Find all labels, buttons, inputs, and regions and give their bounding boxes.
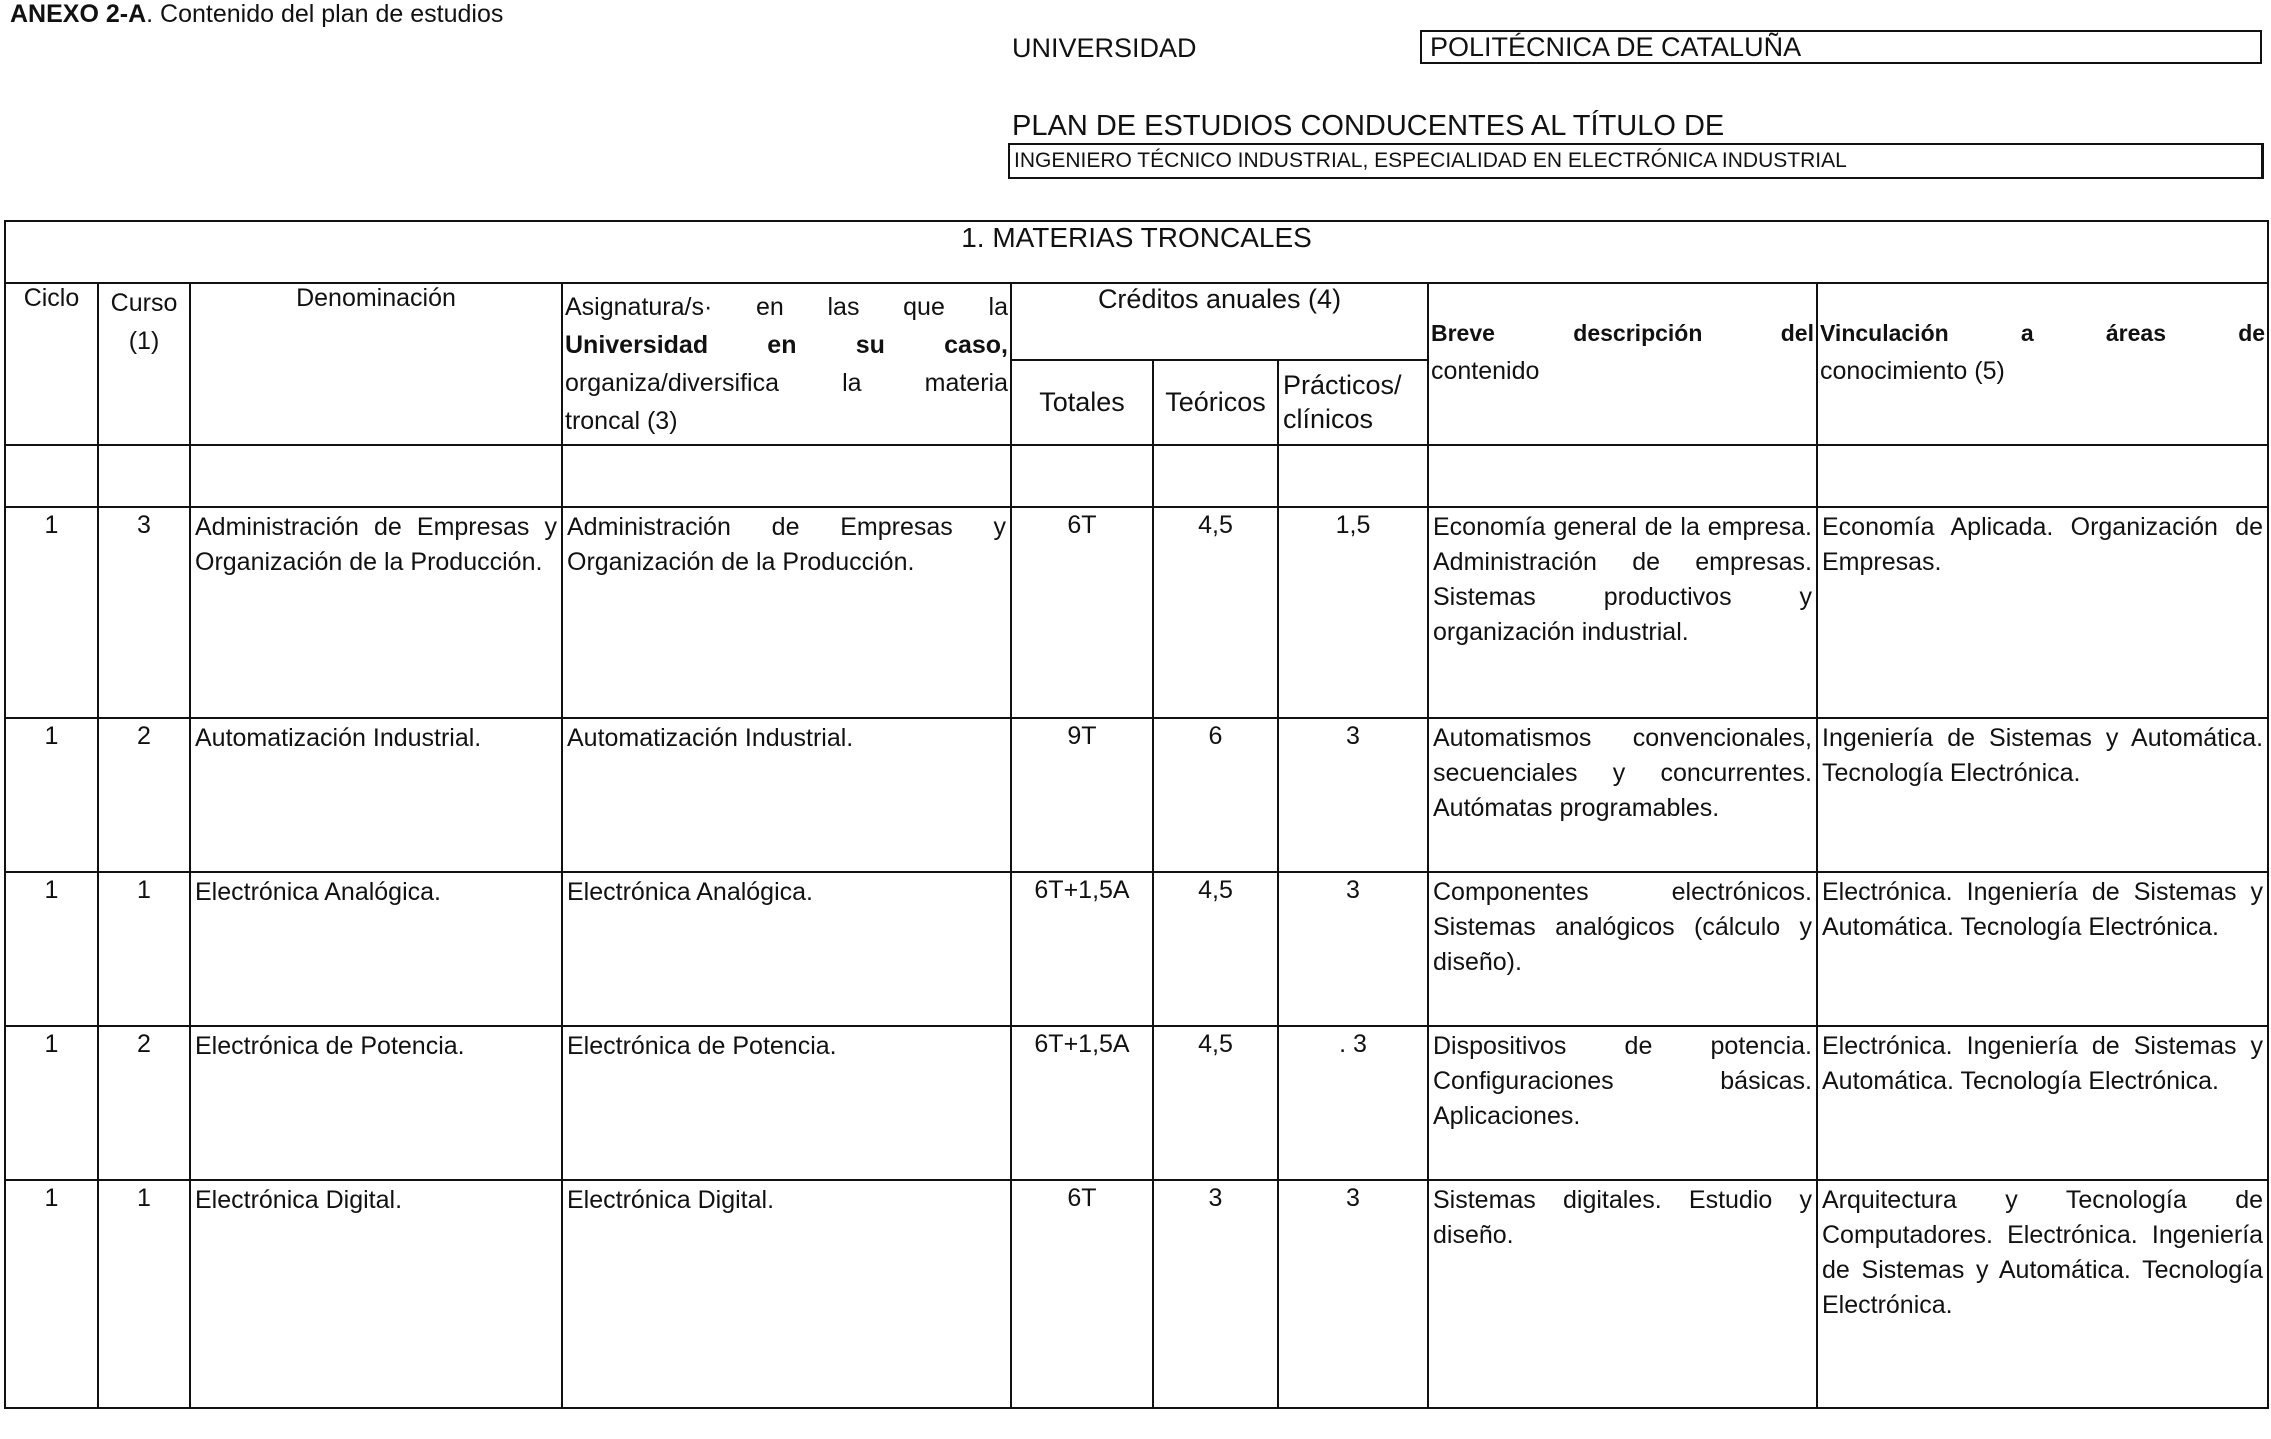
col-denominacion: Denominación bbox=[190, 283, 562, 445]
cell-ciclo: 1 bbox=[5, 507, 98, 718]
annex-subtitle: . Contenido del plan de estudios bbox=[146, 0, 504, 28]
cell-practicos: 1,5 bbox=[1278, 507, 1428, 718]
col-teoricos: Teóricos bbox=[1153, 360, 1278, 445]
cell-practicos: . 3 bbox=[1278, 1026, 1428, 1180]
col-creditos: Créditos anuales (4) bbox=[1011, 283, 1428, 360]
col-asignatura-line3: organiza/diversifica la materia bbox=[565, 369, 1008, 397]
cell-ciclo: 1 bbox=[5, 1026, 98, 1180]
col-asignatura bbox=[562, 283, 1011, 445]
cell-descripcion: Automatismos convencionales, secuenciales y concurrentes. Autómatas programables. bbox=[1428, 718, 1817, 872]
table-row bbox=[5, 1180, 2268, 1408]
col-vinculacion bbox=[1817, 283, 2268, 445]
cell-vinculacion: Electrónica. Ingeniería de Sistemas y Automática. Tecnología Electrónica. bbox=[1817, 872, 2268, 1026]
table-row bbox=[5, 718, 2268, 872]
cell-denominacion: Electrónica de Potencia. bbox=[190, 1026, 562, 1180]
university-value-box: POLITÉCNICA DE CATALUÑA bbox=[1420, 30, 2262, 64]
plan-label: PLAN DE ESTUDIOS CONDUCENTES AL TÍTULO DE bbox=[1012, 110, 1725, 142]
cell-curso: 3 bbox=[98, 507, 190, 718]
cell-teoricos: 4,5 bbox=[1153, 872, 1278, 1026]
cell-totales: 6T+1,5A bbox=[1011, 872, 1153, 1026]
plan-value-box: INGENIERO TÉCNICO INDUSTRIAL, ESPECIALIDAD EN ELECTRÓNICA INDUSTRIAL bbox=[1008, 143, 2264, 179]
col-asignatura-line1: Asignatura/s· en las que la bbox=[565, 293, 1008, 321]
cell-vinculacion: Arquitectura y Tecnología de Computadores. Electrónica. Ingeniería de Sistemas y Automática. Tecnología Electrónica. bbox=[1817, 1180, 2268, 1408]
table-row bbox=[5, 872, 2268, 1026]
col-descripcion-line1: Breve descripción del bbox=[1431, 320, 1814, 346]
col-vinculacion-line2: conocimiento (5) bbox=[1820, 357, 2005, 385]
cell-descripcion: Dispositivos de potencia. Configuraciones básicas. Aplicaciones. bbox=[1428, 1026, 1817, 1180]
cell-denominacion: Electrónica Analógica. bbox=[190, 872, 562, 1026]
cell-teoricos: 6 bbox=[1153, 718, 1278, 872]
col-practicos-line2: clínicos bbox=[1283, 404, 1374, 435]
table-row bbox=[5, 507, 2268, 718]
col-descripcion-line2: contenido bbox=[1431, 357, 1540, 385]
cell-denominacion: Automatización Industrial. bbox=[190, 718, 562, 872]
cell-totales: 6T+1,5A bbox=[1011, 1026, 1153, 1180]
spacer-row bbox=[5, 445, 2268, 507]
cell-curso: 2 bbox=[98, 718, 190, 872]
cell-asignatura: Electrónica Digital. bbox=[562, 1180, 1011, 1408]
col-asignatura-line2: Universidad en su caso, bbox=[565, 331, 1008, 359]
cell-teoricos: 4,5 bbox=[1153, 1026, 1278, 1180]
col-asignatura-line4: troncal (3) bbox=[565, 407, 678, 435]
annex-label: ANEXO 2-A bbox=[10, 0, 147, 28]
col-curso-line1: Curso bbox=[110, 289, 178, 317]
cell-asignatura: Electrónica Analógica. bbox=[562, 872, 1011, 1026]
cell-curso: 1 bbox=[98, 872, 190, 1026]
annex-heading bbox=[10, 0, 503, 29]
col-practicos bbox=[1278, 360, 1428, 445]
table-title: 1. MATERIAS TRONCALES bbox=[5, 221, 2268, 283]
cell-teoricos: 3 bbox=[1153, 1180, 1278, 1408]
cell-denominacion: Administración de Empresas y Organización de la Producción. bbox=[190, 507, 562, 718]
cell-curso: 1 bbox=[98, 1180, 190, 1408]
col-vinculacion-line1: Vinculación a áreas de bbox=[1820, 320, 2266, 346]
cell-totales: 6T bbox=[1011, 507, 1153, 718]
cell-totales: 9T bbox=[1011, 718, 1153, 872]
cell-ciclo: 1 bbox=[5, 718, 98, 872]
materias-troncales-table bbox=[4, 220, 2269, 1409]
cell-denominacion: Electrónica Digital. bbox=[190, 1180, 562, 1408]
col-practicos-line1: Prácticos/ bbox=[1283, 370, 1402, 401]
table-row bbox=[5, 1026, 2268, 1180]
col-descripcion bbox=[1428, 283, 1817, 445]
cell-totales: 6T bbox=[1011, 1180, 1153, 1408]
col-curso-line2: (1) bbox=[128, 327, 160, 355]
cell-descripcion: Economía general de la empresa. Administración de empresas. Sistemas productivos y organización industrial. bbox=[1428, 507, 1817, 718]
university-label: UNIVERSIDAD bbox=[1012, 33, 1197, 63]
cell-descripcion: Sistemas digitales. Estudio y diseño. bbox=[1428, 1180, 1817, 1408]
cell-ciclo: 1 bbox=[5, 1180, 98, 1408]
cell-teoricos: 4,5 bbox=[1153, 507, 1278, 718]
cell-vinculacion: Electrónica. Ingeniería de Sistemas y Automática. Tecnología Electrónica. bbox=[1817, 1026, 2268, 1180]
cell-practicos: 3 bbox=[1278, 718, 1428, 872]
cell-ciclo: 1 bbox=[5, 872, 98, 1026]
cell-vinculacion: Ingeniería de Sistemas y Automática. Tecnología Electrónica. bbox=[1817, 718, 2268, 872]
cell-asignatura: Electrónica de Potencia. bbox=[562, 1026, 1011, 1180]
cell-practicos: 3 bbox=[1278, 1180, 1428, 1408]
cell-practicos: 3 bbox=[1278, 872, 1428, 1026]
col-ciclo: Ciclo bbox=[5, 283, 98, 445]
cell-vinculacion: Economía Aplicada. Organización de Empresas. bbox=[1817, 507, 2268, 718]
col-curso bbox=[98, 283, 190, 445]
col-totales: Totales bbox=[1011, 360, 1153, 445]
cell-asignatura: Automatización Industrial. bbox=[562, 718, 1011, 872]
cell-descripcion: Componentes electrónicos. Sistemas analógicos (cálculo y diseño). bbox=[1428, 872, 1817, 1026]
cell-curso: 2 bbox=[98, 1026, 190, 1180]
cell-asignatura: Administración de Empresas y Organización de la Producción. bbox=[562, 507, 1011, 718]
